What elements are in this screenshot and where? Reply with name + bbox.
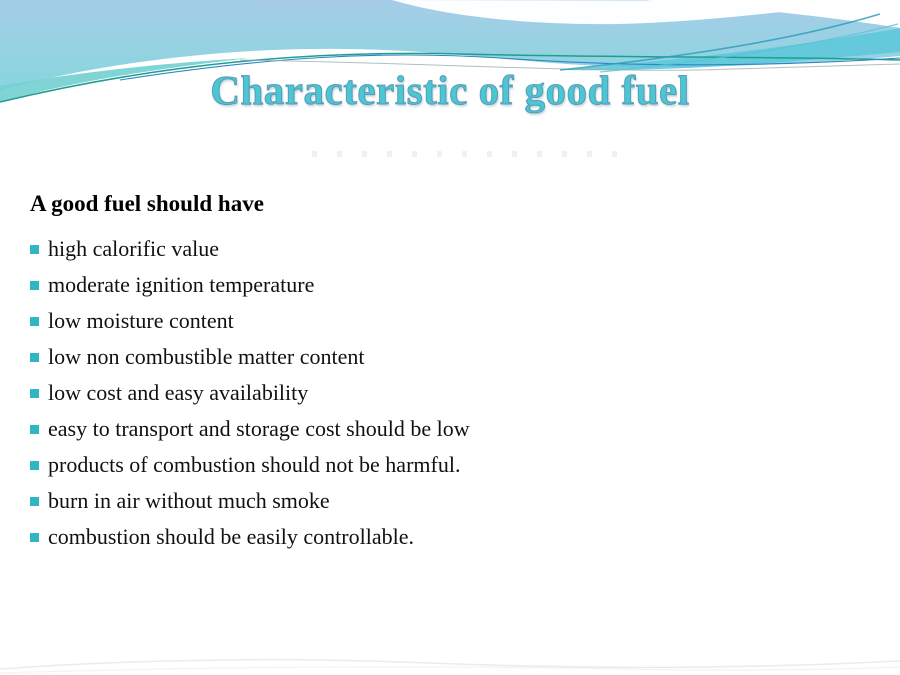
body-heading: A good fuel should have (30, 191, 264, 216)
list-item (30, 483, 870, 519)
bullet-text: low moisture content (48, 308, 234, 333)
bullet-square-icon (30, 389, 39, 398)
bullet-text: high calorific value (48, 236, 220, 261)
slide-body (30, 190, 870, 555)
bullet-square-icon (30, 245, 39, 254)
bullet-text: burn in air without much smoke (48, 488, 330, 513)
bullet-text: low non combustible matter content (48, 344, 365, 369)
list-item (30, 375, 870, 411)
dotted-divider (312, 151, 617, 157)
list-item (30, 339, 870, 375)
bullet-square-icon (30, 425, 39, 434)
bullet-square-icon (30, 281, 39, 290)
list-item (30, 267, 870, 303)
bullet-square-icon (30, 533, 39, 542)
list-item (30, 411, 870, 447)
bullet-text: moderate ignition temperature (48, 272, 315, 297)
list-item (30, 303, 870, 339)
bullet-square-icon (30, 461, 39, 470)
list-item (30, 519, 870, 555)
bullet-text: combustion should be easily controllable. (48, 524, 414, 549)
list-item (30, 231, 870, 267)
list-item (30, 447, 870, 483)
bullet-square-icon (30, 497, 39, 506)
bullet-text: products of combustion should not be harmful. (48, 452, 461, 477)
bullet-text: low cost and easy availability (48, 380, 309, 405)
bullet-text: easy to transport and storage cost should be low (48, 416, 470, 441)
slide-title: Characteristic of good fuel (210, 67, 690, 113)
bullet-list (30, 231, 870, 555)
bottom-wave-decoration (0, 649, 900, 675)
bullet-square-icon (30, 353, 39, 362)
bullet-square-icon (30, 317, 39, 326)
